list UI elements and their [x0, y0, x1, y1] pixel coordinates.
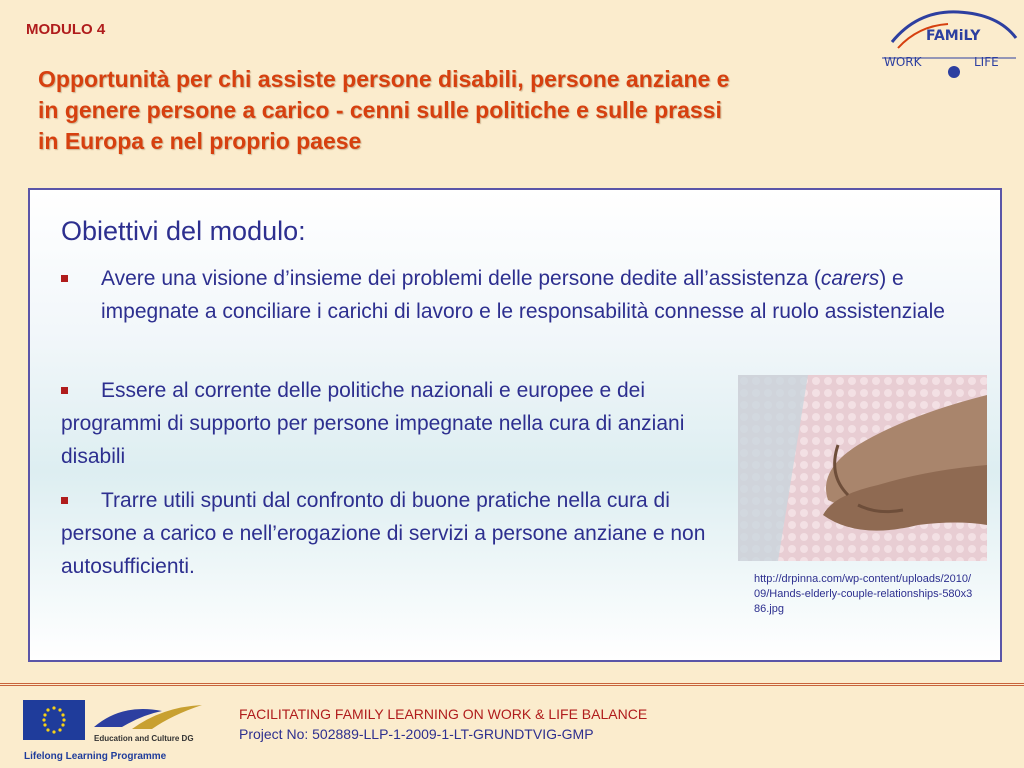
title-line: in genere persone a carico - cenni sulle politiche e sulle prassi [38, 97, 722, 123]
title-line: Opportunità per chi assiste persone disabili, persone anziane e [38, 66, 730, 92]
objectives-panel [28, 188, 1002, 662]
bullet-marker-icon [61, 387, 68, 394]
footer-project-number: Project No: 502889-LLP-1-2009-1-LT-GRUNDTVIG-GMP [239, 726, 594, 742]
eu-flag-icon [23, 700, 85, 740]
education-culture-logo-icon [92, 697, 204, 733]
logo-ball-icon [948, 66, 960, 78]
elderly-hands-photo [738, 375, 987, 561]
logo-family-text: FAMiLY [926, 28, 981, 44]
image-caption: http://drpinna.com/wp-content/uploads/2010/09/Hands-elderly-couple-relationships-580x386.jpg [754, 573, 973, 615]
objective-bullet [61, 262, 981, 328]
bullet-text: Avere una visione d’insieme dei problemi delle persone dedite all’assistenza ( [101, 267, 821, 290]
education-culture-label: Education and Culture DG [94, 734, 194, 743]
lifelong-learning-label: Lifelong Learning Programme [24, 751, 167, 762]
title-line: in Europa e nel proprio paese [38, 128, 362, 154]
module-label: MODULO 4 [26, 21, 106, 38]
bullet-italic-text: carers [820, 267, 880, 290]
panel-heading: Obiettivi del modulo: [61, 216, 306, 246]
objective-bullet [61, 484, 729, 583]
footer-divider [0, 683, 1024, 686]
footer-title: FACILITATING FAMILY LEARNING ON WORK & LIFE BALANCE [239, 706, 648, 722]
objective-bullet [61, 374, 729, 473]
bullet-marker-icon [61, 497, 68, 504]
logo-work-text: WORK [884, 55, 922, 69]
slide-title [38, 64, 918, 157]
bullet-marker-icon [61, 275, 68, 282]
bullet-text: Trarre utili spunti dal confronto di buone pratiche nella cura di persone a carico e nell’erogazione di servizi a persone anziane e non autosufficienti. [61, 489, 706, 578]
family-work-life-logo [878, 8, 1018, 88]
bullet-text: ) e impegnate a conciliare i carichi di lavoro e le responsabilità connesse al ruolo assistenziale [101, 267, 945, 323]
bullet-text: Essere al corrente delle politiche nazionali e europee e dei programmi di supporto per persone impegnate nella cura di anziani disabili [61, 379, 685, 468]
logo-life-text: LIFE [974, 55, 999, 69]
